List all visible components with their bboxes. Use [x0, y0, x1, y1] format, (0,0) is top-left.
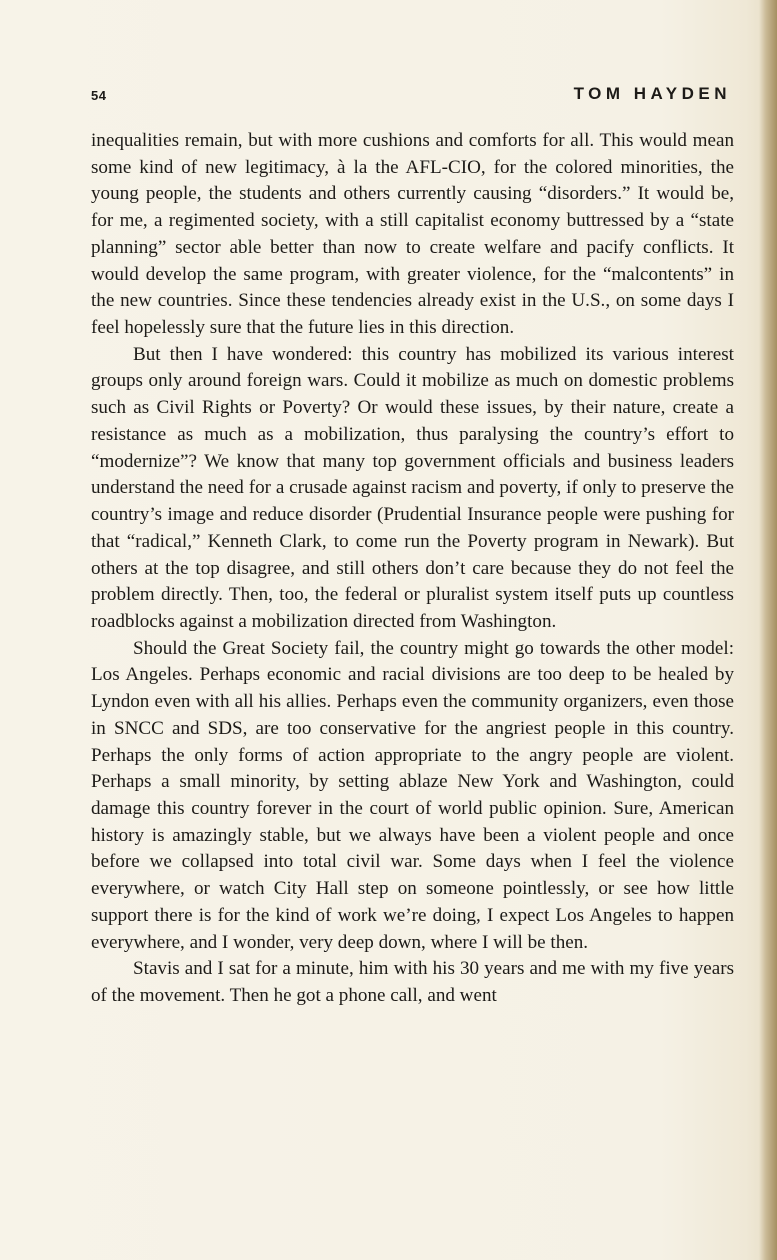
paragraph-continued: inequalities remain, but with more cushions and comforts for all. This would mean some kind of new legitimacy, à la the AFL-CIO, for the colored minorities, the young people, the students and others currently causing “disorders.” It would be, for me, a regimented society, with a still capitalist economy buttressed by a “state planning” sector able better than now to create welfare and pacify conflicts. It would develop the same program, with greater violence, for the “malcontents” in the new countries. Since these tendencies already exist in the U.S., on some days I feel hopelessly sure that the future lies in this direction. [91, 130, 734, 339]
running-head: TOM HAYDEN [573, 84, 731, 103]
page-edge-shadow [759, 0, 777, 1260]
paragraph: Should the Great Society fail, the country might go towards the other model: Los Angeles. Perhaps economic and racial divisions are too deep to be healed by Lyndon even with all his allies. Perhaps even the community organizers, even those in SNCC and SDS, are too conservative for the angriest people in this country. Perhaps the only forms of action appropriate to the angry people are violent. Perhaps a small minority, by setting ablaze New York and Washington, could damage this country forever in the court of world public opinion. Sure, American history is amazingly stable, but we always have been a violent people and once before we collapsed into total civil war. Some days when I feel the violence everywhere, or watch City Hall step on someone pointlessly, or see how little support there is for the kind of work we’re doing, I expect Los Angeles to happen everywhere, and I wonder, very deep down, where I will be then. [91, 637, 734, 953]
paragraph: Stavis and I sat for a minute, him with his 30 years and me with my five years of the movement. Then he got a phone call, and went [91, 958, 734, 1006]
body-text [91, 128, 734, 1010]
page-number: 54 [91, 88, 107, 103]
paragraph: But then I have wondered: this country has mobilized its various interest groups only around foreign wars. Could it mobilize as much on domestic problems such as Civil Rights or Poverty? Or would these issues, by their nature, create a resistance as much as a mobilization, thus paralysing the country’s effort to “modernize”? We know that many top government officials and business leaders understand the need for a crusade against racism and poverty, if only to preserve the country’s image and reduce disorder (Prudential Insurance people were pushing for that “radical,” Kenneth Clark, to come run the Poverty program in Newark). But others at the top disagree, and still others don’t care because they do not feel the problem directly. Then, too, the federal or pluralist system itself puts up countless roadblocks against a mobilization directed from Washington. [91, 343, 734, 632]
page-header [91, 84, 731, 106]
